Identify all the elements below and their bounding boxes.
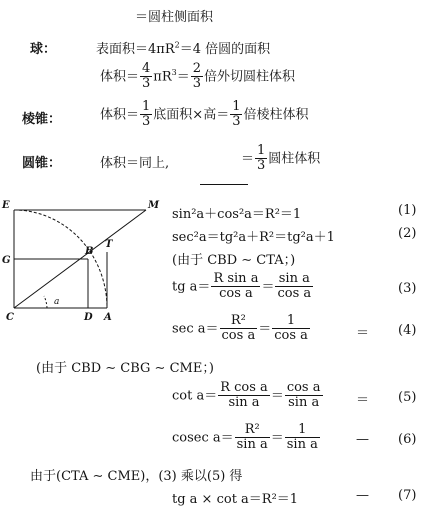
fraction: $\frac{\text{R²}}{\text{cos a}}$ bbox=[221, 313, 256, 344]
equals-mark-4: ＝ bbox=[356, 326, 370, 341]
trig-geometry-figure bbox=[0, 196, 165, 328]
label-G: G bbox=[2, 255, 11, 266]
label-C: C bbox=[6, 312, 14, 323]
fraction: $\frac{\text{cos a}}{\text{sin a}}$ bbox=[286, 380, 321, 411]
label-B: B bbox=[85, 246, 94, 257]
note-similar-triangles-1: (由于 CBD ∼ CTA；) bbox=[172, 253, 296, 268]
equation-number-1: (1) bbox=[398, 203, 417, 218]
equation-number-6: (6) bbox=[398, 432, 417, 447]
cone-label: 圆锥： bbox=[22, 156, 62, 171]
ball-surface-formula: 表面积$=4\pi R^2=4$ 倍圆的面积 bbox=[96, 40, 271, 57]
note-similar-triangles-2: (由于 CBD ∼ CBG ∼ CME；) bbox=[36, 361, 214, 376]
equation-number-2: (2) bbox=[398, 226, 417, 241]
equation-7: tg a × cot a＝R²＝1 bbox=[172, 492, 299, 507]
label-M: M bbox=[148, 200, 160, 211]
note-multiply-3-5: 由于(CTA ∼ CME)，(3) 乘以(5) 得 bbox=[30, 469, 243, 484]
angle-arc bbox=[44, 296, 47, 308]
equation-number-3: (3) bbox=[398, 281, 417, 296]
fraction: $\frac{2}{3}$ bbox=[192, 61, 202, 92]
ball-label: 球： bbox=[30, 42, 57, 57]
fraction: $\frac{1}{3}$ bbox=[257, 143, 266, 174]
equation-number-4: (4) bbox=[398, 323, 417, 338]
cone-volume-formula: ＝ $\frac{1}{3}$ 圆柱体积 bbox=[241, 143, 321, 174]
dash-mark-7: — bbox=[356, 488, 369, 503]
fraction: $\frac{1}{\text{cos a}}$ bbox=[274, 313, 308, 344]
pyramid-label: 棱锥： bbox=[22, 112, 62, 127]
equation-3: tg a＝ $\frac{\text{R sin a}}{\text{cos a}}$ ＝ $\frac{\text{sin a}}{\text{cos a}}$ bbox=[172, 271, 312, 302]
cylinder-side-area-line: ＝圆柱侧面积 bbox=[135, 10, 214, 25]
fraction: $\frac{\text{R sin a}}{\text{cos a}}$ bbox=[213, 271, 259, 302]
label-D: D bbox=[84, 312, 93, 323]
fraction: $\frac{1}{3}$ bbox=[142, 99, 151, 130]
cone-volume-text: 体积＝同上, bbox=[100, 156, 170, 171]
fraction: $\frac{\text{R²}}{\text{sin a}}$ bbox=[236, 422, 268, 453]
label-A: A bbox=[104, 312, 112, 323]
equation-2: sec²a＝tg²a＋R²＝tg²a＋1 bbox=[172, 230, 335, 245]
fraction: $\frac{1}{\text{sin a}}$ bbox=[286, 422, 318, 453]
equation-1: sin²a＋cos²a＝R²＝1 bbox=[172, 207, 302, 222]
equation-4: sec a＝ $\frac{\text{R²}}{\text{cos a}}$ ＝ $\frac{1}{\text{cos a}}$ bbox=[172, 313, 308, 344]
fraction: $\frac{4}{3}$ bbox=[142, 61, 151, 92]
fraction: $\frac{1}{3}$ bbox=[232, 99, 241, 130]
label-E: E bbox=[2, 200, 10, 211]
fraction: $\frac{\text{sin a}}{\text{cos a}}$ bbox=[277, 271, 312, 302]
dash-mark-6: — bbox=[356, 432, 369, 447]
equals-mark-5: ＝ bbox=[356, 393, 370, 408]
label-angle-a: a bbox=[54, 297, 60, 307]
equation-5: cot a＝ $\frac{\text{R cos a}}{\text{sin a}}$ ＝ $\frac{\text{cos a}}{\text{sin a}}$ bbox=[172, 380, 321, 411]
ball-volume-formula: 体积＝ $\frac{4}{3}$ $\pi R^3=$ $\frac{2}{3}$ 倍外切圆柱体积 bbox=[100, 61, 296, 92]
equation-number-7: (7) bbox=[398, 488, 417, 503]
equation-number-5: (5) bbox=[398, 390, 417, 405]
pyramid-volume-formula: 体积＝ $\frac{1}{3}$ 底面积×高＝ $\frac{1}{3}$ 倍棱柱体积 bbox=[100, 99, 309, 130]
equation-6: cosec a＝ $\frac{\text{R²}}{\text{sin a}}$ ＝ $\frac{1}{\text{sin a}}$ bbox=[172, 422, 318, 453]
label-T: T bbox=[105, 239, 113, 250]
section-divider bbox=[200, 184, 248, 185]
fraction: $\frac{\text{R cos a}}{\text{sin a}}$ bbox=[220, 380, 268, 411]
